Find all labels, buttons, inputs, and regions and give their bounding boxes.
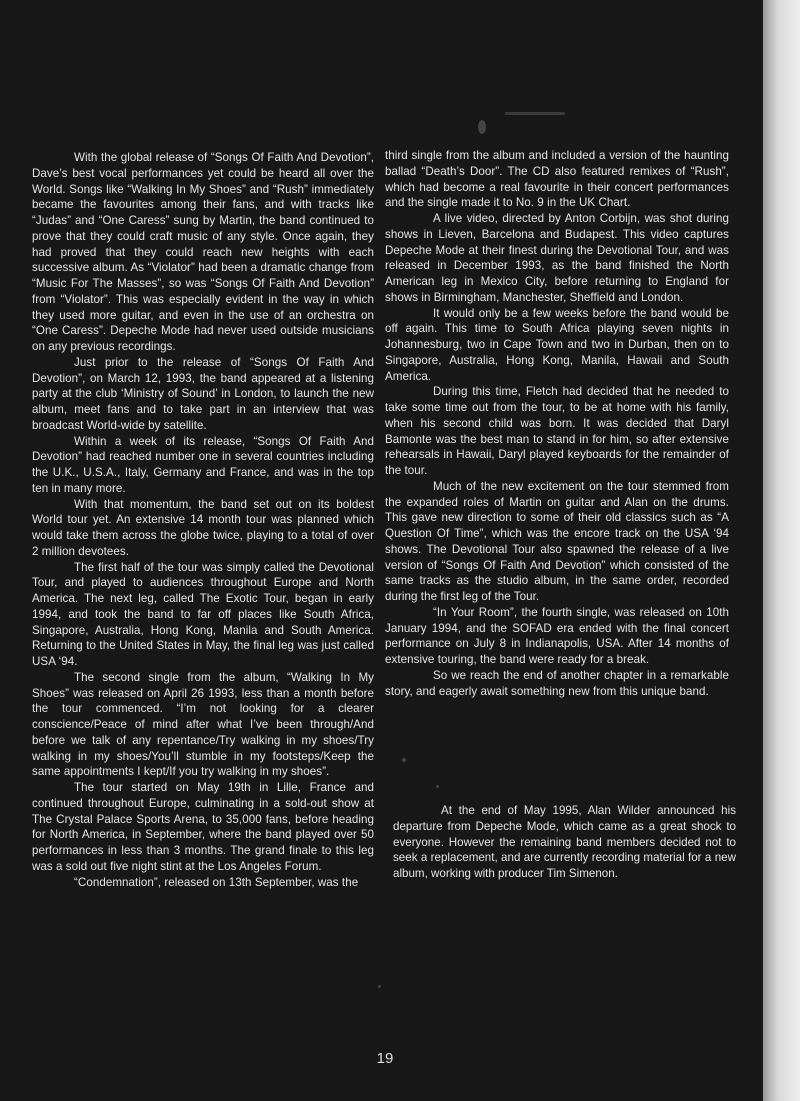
paragraph: Much of the new excitement on the tour stemmed from the expanded roles of Martin on guitar and Alan on the drums. This gave new direction to some of their old classics such as “A Question Of Time”, which was the encore track on the USA ‘94 shows. The Devotional Tour also spawned the release of a live version of “Songs Of Faith And Devotion” which consisted of the same tracks as the studio album, in the same order, recorded during the first leg of the Tour. — [385, 479, 729, 603]
paragraph: So we reach the end of another chapter in a remarkable story, and eagerly await something new from this unique band. — [385, 668, 729, 698]
paragraph: The tour started on May 19th in Lille, France and continued throughout Europe, culminating in a sold-out show at The Crystal Palace Sports Arena, to 35,000 fans, before heading for North America, in September, where the band played over 50 performances in less than 3 months. The grand finale to this leg was a sold out five night stint at the Los Angeles Forum. — [32, 781, 374, 873]
paragraph: The first half of the tour was simply called the Devotional Tour, and played to audiences throughout Europe and North America. The next leg, called The Exotic Tour, began in early 1994, and took the band to far off places like South Africa, Singapore, Australia, Hong Kong, Manila and South America. Returning to the United States in May, the final leg was just called USA ‘94. — [32, 560, 374, 668]
page-number: 19 — [376, 1050, 394, 1067]
paragraph: Just prior to the release of “Songs Of Faith And Devotion”, on March 12, 1993, the band appeared at a listening party at the club ‘Ministry of Sound’ in London, to launch the new album, meet fans and to take part in an interview that was broadcast World-wide by satellite. — [32, 355, 374, 432]
paragraph: During this time, Fletch had decided that he needed to take some time out from the tour, to be at home with his family, when his second child was born. It was decided that Daryl Bamonte was the best man to stand in for him, so after extensive rehearsals in Hawaii, Daryl played keyboards for the remainder of the tour. — [385, 385, 729, 477]
page-edge — [763, 0, 800, 1101]
paragraph: “Condemnation”, released on 13th September, was the — [74, 875, 359, 889]
postscript-note — [393, 803, 736, 882]
left-text-column — [32, 150, 374, 890]
paragraph: “In Your Room”, the fourth single, was released on 10th January 1994, and the SOFAD era ended with the final concert performance on July 8 in Indianapolis, USA. After 14 months of extensive touring, the band were ready for a break. — [385, 605, 729, 666]
paragraph: It would only be a few weeks before the band would be off again. This time to South Africa playing seven nights in Johannesburg, two in Cape Town and two in Durban, then on to Singapore, Australia, Hong Kong, Manila, Hawaii and South America. — [385, 306, 729, 383]
paragraph: A live video, directed by Anton Corbijn, was shot during shows in Lieven, Barcelona and Budapest. This video captures Depeche Mode at their finest during the Devotional Tour, and was released in December 1993, as the band finished the North American leg in Mexico City, before returning to England for shows in Birmingham, Manchester, Sheffield and London. — [385, 212, 729, 304]
paragraph: With that momentum, the band set out on its boldest World tour yet. An extensive 14 month tour was planned which would take them across the globe twice, playing to a total of over 2 million devotees. — [32, 497, 374, 558]
right-text-column — [385, 148, 729, 699]
paragraph: With the global release of “Songs Of Faith And Devotion”, Dave’s best vocal performances yet could be heard all over the World. Songs like “Walking In My Shoes” and “Rush” immediately became the favourites among their fans, and with tracks like “Judas” and “One Caress” sung by Martin, the band continued to prove that they could craft music of any style. Once again, they had proved that they could reach new heights with each successive album. As “Violator” had been a dramatic change from “Music For The Masses”, so was “Songs Of Faith And Devotion” from “Violator”. This was especially evident in the way in which they used more guitar, and even in the use of an orchestra on “One Caress”. Depeche Mode had never used outside musicians on any previous recordings. — [32, 151, 374, 353]
paragraph: The second single from the album, “Walking In My Shoes” was released on April 26 1993, less than a month before the tour commenced. “I’m not looking for a clearer conscience/Peace of mind after what I’ve been through/And before we talk of any repentance/Try walking in my shoes/Try walking in my shoes/You’ll stumble in my footsteps/Keep the same appointments I kept/If you try walking in my shoes”. — [32, 670, 374, 779]
paragraph: At the end of May 1995, Alan Wilder announced his departure from Depeche Mode, which came as a great shock to everyone. However the remaining band members decided not to seek a replacement, and are currently recording material for a new album, working with producer Tim Simenon. — [393, 804, 736, 880]
paragraph: Within a week of its release, “Songs Of Faith And Devotion” had reached number one in several countries including the U.K., U.S.A., Italy, Germany and France, and was in the top ten in many more. — [32, 434, 374, 495]
paragraph: third single from the album and included a version of the haunting ballad “Death’s Door”. The CD also featured remixes of “Rush”, which had become a real favourite in their concert performances and the single made it to No. 9 in the UK Chart. — [385, 149, 729, 210]
